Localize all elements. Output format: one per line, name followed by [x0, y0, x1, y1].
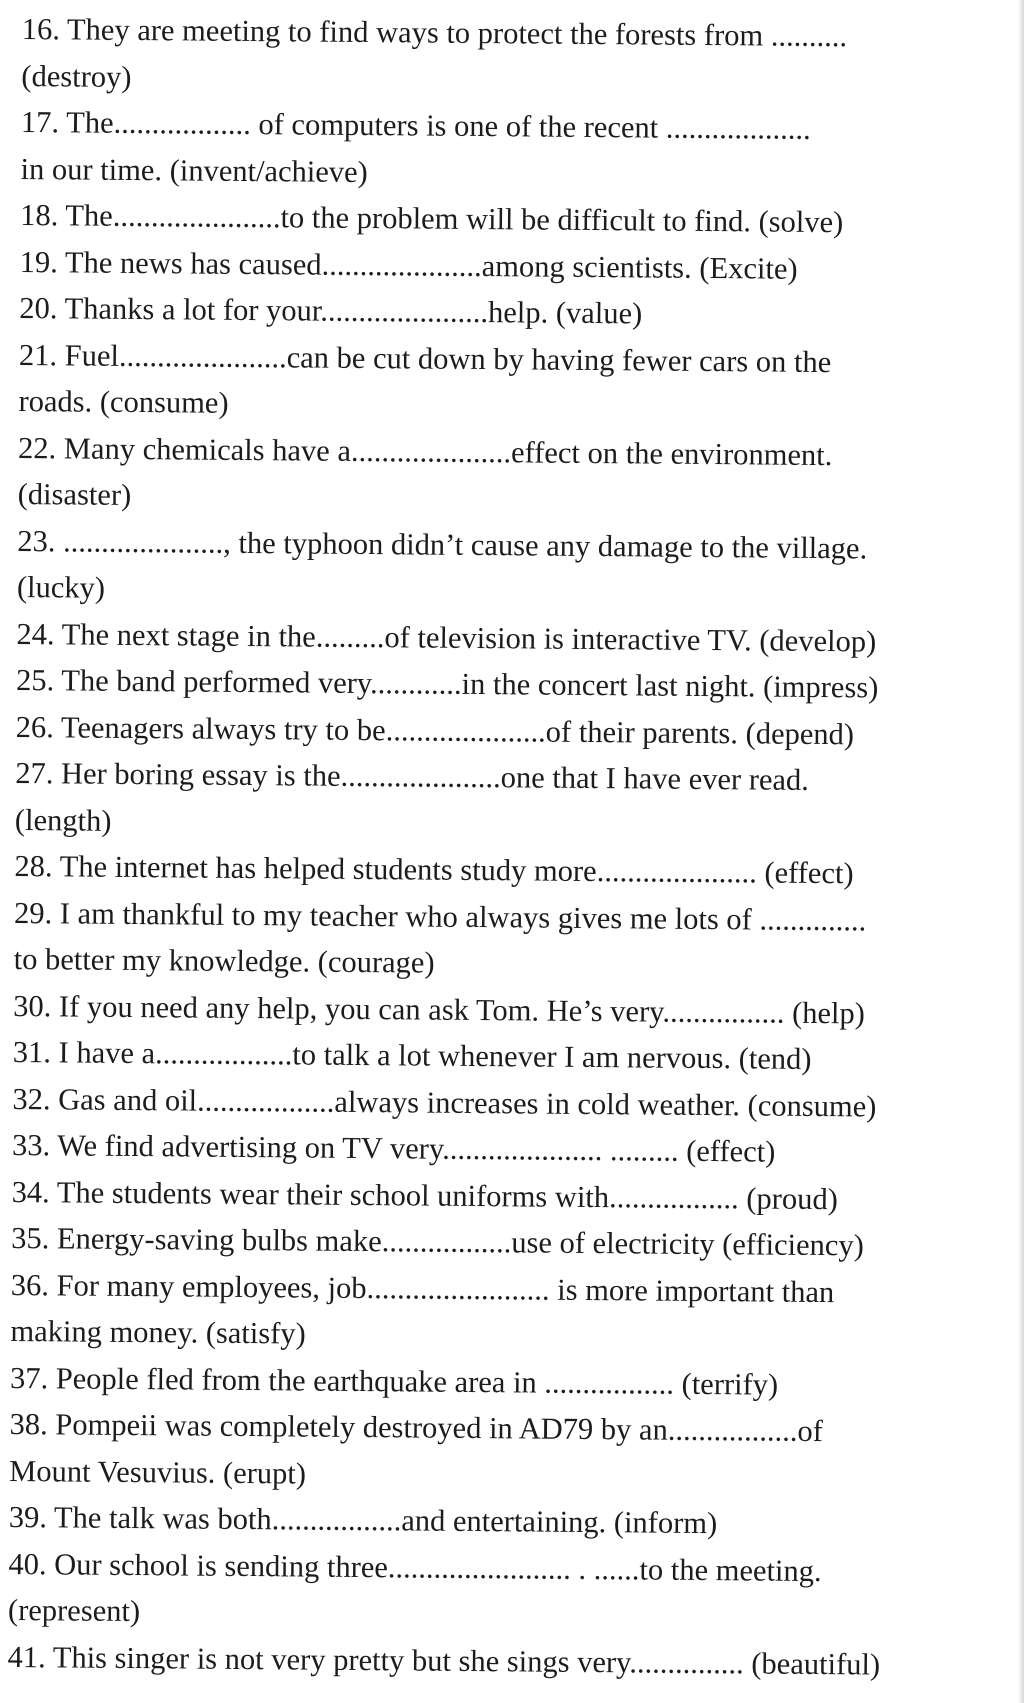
line-21-hint: roads. (consume) [18, 383, 229, 420]
line-24: 24. The next stage in the.........of television is interactive TV. (develop) [16, 616, 877, 658]
line-35: 35. Energy-saving bulbs make.................use of electricity (efficiency) [11, 1220, 864, 1263]
line-38: 38. Pompeii was completely destroyed in AD79 by an.................of [9, 1406, 823, 1449]
line-27-hint: (length) [14, 802, 112, 838]
line-16: 16. They are meeting to find ways to protect the forests from .......... [21, 11, 848, 54]
line-19: 19. The news has caused.....................among scientists. (Excite) [19, 244, 798, 286]
line-36: 36. For many employees, job........................ is more important than [10, 1267, 835, 1309]
line-36-hint: making money. (satisfy) [10, 1313, 306, 1351]
line-26: 26. Teenagers always try to be.....................of their parents. (depend) [15, 709, 855, 751]
line-29: 29. I am thankful to my teacher who always gives me lots of .............. [13, 895, 867, 937]
line-34: 34. The students wear their school uniforms with................. (proud) [11, 1174, 838, 1216]
line-23-hint: (lucky) [16, 569, 106, 605]
line-39: 39. The talk was both.................and entertaining. (inform) [8, 1499, 718, 1541]
line-21: 21. Fuel......................can be cut down by having fewer cars on the [18, 337, 832, 379]
line-28: 28. The internet has helped students study more..................... (effect) [14, 848, 854, 891]
line-22: 22. Many chemicals have a.....................effect on the environment. [17, 430, 833, 472]
page-edge-shadow [1018, 0, 1024, 1703]
line-20: 20. Thanks a lot for your......................help. (value) [19, 290, 643, 331]
line-17: 17. The.................. of computers is one of the recent ................... [20, 104, 811, 146]
line-33: 33. We find advertising on TV very..................... ......... (effect) [11, 1127, 776, 1169]
exercise-page [7, 6, 1014, 1689]
line-17-hint: in our time. (invent/achieve) [20, 151, 368, 189]
line-18: 18. The......................to the problem will be difficult to find. (solve) [20, 197, 844, 240]
line-31: 31. I have a..................to talk a lot whenever I am nervous. (tend) [12, 1034, 812, 1076]
line-37: 37. People fled from the earthquake area in ................. (terrify) [9, 1360, 779, 1402]
line-29-hint: to better my knowledge. (courage) [13, 941, 435, 980]
line-25: 25. The band performed very............in the concert last night. (impress) [15, 662, 879, 705]
line-22-hint: (disaster) [17, 476, 132, 512]
line-32: 32. Gas and oil..................always increases in cold weather. (consume) [12, 1081, 877, 1123]
line-30: 30. If you need any help, you can ask Tom. He’s very................ (help) [13, 988, 866, 1030]
line-16-hint: (destroy) [21, 58, 132, 94]
line-40: 40. Our school is sending three........................ . ......to the meeting. [8, 1546, 822, 1588]
line-41: 41. This singer is not very pretty but she sings very............... (beautiful) [7, 1639, 881, 1682]
line-40-hint: (represent) [7, 1592, 141, 1629]
line-27: 27. Her boring essay is the.....................one that I have ever read. [15, 755, 810, 797]
line-23: 23. ....................., the typhoon didn’t cause any damage to the village. [17, 523, 868, 565]
line-38-hint: Mount Vesuvius. (erupt) [9, 1453, 307, 1491]
